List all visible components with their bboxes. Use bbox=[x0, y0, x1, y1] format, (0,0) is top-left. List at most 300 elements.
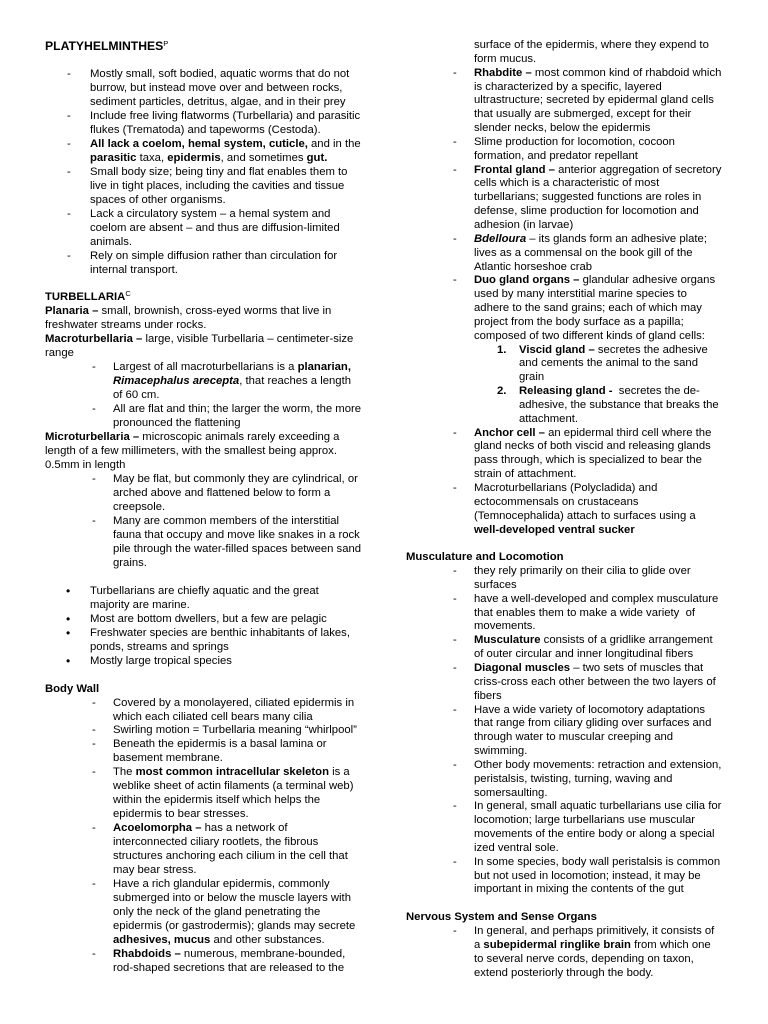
bullet-item bbox=[45, 585, 385, 613]
text-run: through water to muscular creeping and bbox=[474, 731, 674, 744]
text-line bbox=[406, 634, 746, 648]
text-line bbox=[45, 96, 385, 110]
text-line bbox=[406, 122, 746, 136]
left-column bbox=[45, 40, 385, 976]
text-line bbox=[406, 233, 746, 247]
section-heading bbox=[45, 291, 385, 305]
bullet-item bbox=[45, 613, 385, 627]
list-marker: - bbox=[453, 634, 457, 647]
text-line bbox=[406, 745, 746, 759]
bold-text-run: epidermis bbox=[167, 151, 221, 164]
bullet-item bbox=[45, 627, 385, 655]
text-line bbox=[45, 543, 385, 557]
paragraph bbox=[45, 305, 385, 333]
list-item bbox=[45, 515, 385, 571]
text-line bbox=[45, 445, 385, 459]
text-run: somersaulting. bbox=[474, 786, 548, 799]
text-line bbox=[406, 662, 746, 676]
list-marker: - bbox=[92, 403, 96, 416]
text-line bbox=[406, 413, 746, 427]
bold-text-run: TURBELLARIA bbox=[45, 291, 126, 304]
list-marker: - bbox=[453, 565, 457, 578]
list-item bbox=[406, 482, 746, 537]
text-line bbox=[45, 724, 385, 738]
text-line bbox=[45, 711, 385, 725]
text-run: adhesive, the substance that breaks the bbox=[519, 398, 719, 411]
text-run: Many are common members of the interstitial bbox=[113, 514, 340, 527]
text-run: – two sets of muscles that bbox=[570, 661, 704, 674]
text-line bbox=[45, 138, 385, 152]
text-run: an epidermal third cell where the bbox=[544, 426, 712, 439]
text-line bbox=[406, 482, 746, 496]
text-run: The bbox=[113, 766, 136, 779]
text-line bbox=[406, 510, 746, 524]
text-run: fauna that occupy and move like snakes in a rock bbox=[113, 528, 360, 541]
text-line bbox=[45, 124, 385, 138]
text-run: peristalsis, twisting, turning, waving and bbox=[474, 772, 673, 785]
list-item bbox=[45, 138, 385, 166]
text-line bbox=[406, 330, 746, 344]
text-line bbox=[45, 40, 385, 54]
text-line bbox=[406, 897, 746, 911]
bold-text-run: planarian, bbox=[297, 361, 351, 374]
text-line bbox=[45, 54, 385, 68]
text-run: Include free living flatworms (Turbellaria) and parasitic bbox=[90, 109, 361, 122]
list-item-continuation bbox=[406, 39, 746, 67]
text-line bbox=[45, 222, 385, 236]
text-run: length of a few millimeters, with the smallest being approx. bbox=[45, 445, 337, 458]
text-run: sediment particles, detritus, algae, and in their prey bbox=[90, 95, 346, 108]
text-run: microscopic animals rarely exceeding a bbox=[139, 431, 340, 444]
text-run: anterior aggregation of secretory bbox=[554, 163, 722, 176]
list-marker: - bbox=[453, 800, 457, 813]
text-run: surfaces bbox=[474, 578, 517, 591]
list-marker: - bbox=[453, 855, 457, 868]
list-marker: - bbox=[453, 163, 457, 176]
text-run: and cements the animal to the sand bbox=[519, 357, 698, 370]
text-run: In some species, body wall peristalsis is common bbox=[474, 855, 721, 868]
text-run: that enables them to make a wide variety of bbox=[474, 606, 696, 619]
list-marker: - bbox=[453, 661, 457, 674]
text-run: Slime production for locomotion, cocoon bbox=[474, 135, 675, 148]
text-run: is a bbox=[328, 766, 350, 779]
text-run: majority are marine. bbox=[90, 598, 190, 611]
text-line bbox=[45, 613, 385, 627]
text-run: has a network of bbox=[201, 822, 288, 835]
bold-text-run: Viscid gland – bbox=[519, 343, 595, 356]
text-run: pass through, which is specialized to bear the bbox=[474, 454, 702, 467]
text-line bbox=[45, 264, 385, 278]
text-run: within the epidermis itself which helps the bbox=[113, 794, 321, 807]
text-run: basement membrane. bbox=[113, 752, 223, 765]
text-run: arched above and flattened below to form a bbox=[113, 487, 331, 499]
blank-line bbox=[45, 669, 385, 683]
list-marker: - bbox=[92, 473, 96, 486]
text-run: secretes the adhesive bbox=[594, 343, 708, 356]
text-line bbox=[45, 459, 385, 473]
bold-text-run: PLATYHELMINTHES bbox=[45, 39, 164, 53]
bold-text-run: Anchor cell – bbox=[474, 426, 545, 439]
text-line bbox=[406, 261, 746, 275]
list-item bbox=[45, 403, 385, 431]
text-run: 0.5mm in length bbox=[45, 459, 126, 472]
list-item bbox=[45, 738, 385, 766]
list-item bbox=[45, 766, 385, 822]
text-line bbox=[45, 836, 385, 850]
list-item bbox=[45, 473, 385, 515]
text-line bbox=[406, 81, 746, 95]
text-line bbox=[45, 780, 385, 794]
bold-text-run: Duo gland organs – bbox=[474, 274, 580, 287]
text-line bbox=[406, 800, 746, 814]
text-run: formation, and predator repellant bbox=[474, 149, 638, 162]
list-item bbox=[45, 166, 385, 208]
section-heading bbox=[406, 911, 746, 925]
text-line bbox=[45, 194, 385, 208]
bold-text-run: Nervous System and Sense Organs bbox=[406, 911, 597, 924]
text-line bbox=[406, 302, 746, 316]
text-line bbox=[45, 515, 385, 529]
text-line bbox=[406, 67, 746, 81]
text-line bbox=[45, 934, 385, 948]
text-line bbox=[406, 828, 746, 842]
text-line bbox=[45, 669, 385, 683]
text-run: they rely primarily on their cilia to glide over bbox=[474, 565, 691, 578]
bold-text-run: Releasing gland - bbox=[519, 385, 613, 398]
list-item bbox=[406, 565, 746, 593]
text-run: which each ciliated cell bears many cilia bbox=[113, 710, 313, 723]
text-line bbox=[45, 82, 385, 96]
text-line bbox=[45, 697, 385, 711]
text-run: lives as a commensal on the book gill of the bbox=[474, 246, 693, 259]
text-line bbox=[406, 524, 746, 538]
text-run: of outer circular and inner longitudinal fibers bbox=[474, 648, 694, 661]
text-line bbox=[45, 319, 385, 333]
text-run: but not used in locomotion; instead, it may be bbox=[474, 869, 701, 882]
text-run: surface of the epidermis, where they expend to bbox=[474, 39, 709, 51]
text-run: animals. bbox=[90, 235, 133, 248]
text-run: Macroturbellarians (Polycladida) and bbox=[474, 482, 658, 494]
text-line bbox=[45, 822, 385, 836]
text-line bbox=[45, 920, 385, 934]
text-line bbox=[406, 731, 746, 745]
bold-text-run: Musculature and Locomotion bbox=[406, 551, 564, 564]
list-item bbox=[45, 697, 385, 725]
paragraph bbox=[45, 333, 385, 361]
text-run: large, visible Turbellaria – centimeter-size bbox=[142, 333, 354, 346]
list-marker: - bbox=[67, 165, 71, 178]
text-run: gland necks of both viscid and releasing glands bbox=[474, 440, 711, 453]
text-line bbox=[45, 152, 385, 166]
text-run: internal transport. bbox=[90, 263, 178, 276]
text-line bbox=[406, 136, 746, 150]
list-marker: - bbox=[453, 232, 457, 245]
text-line bbox=[406, 607, 746, 621]
text-line bbox=[406, 551, 746, 565]
text-line bbox=[45, 250, 385, 264]
list-marker: • bbox=[66, 611, 71, 626]
text-run: defense, slime production for locomotion and bbox=[474, 205, 699, 218]
text-run: Rely on simple diffusion rather than circulation for bbox=[90, 249, 338, 262]
text-run: and other substances. bbox=[210, 934, 325, 946]
list-item bbox=[406, 136, 746, 164]
list-item bbox=[406, 233, 746, 275]
text-run: may bear stress. bbox=[113, 864, 197, 877]
text-line bbox=[406, 496, 746, 510]
text-run: interconnected ciliary rootlets, the fibrous bbox=[113, 836, 319, 849]
text-line bbox=[45, 627, 385, 641]
text-line bbox=[406, 247, 746, 261]
text-run: that usually are submerged, except for their bbox=[474, 108, 692, 121]
list-item bbox=[45, 208, 385, 250]
text-line bbox=[406, 454, 746, 468]
text-line bbox=[406, 288, 746, 302]
text-run: attachment. bbox=[519, 412, 579, 425]
text-line bbox=[406, 842, 746, 856]
text-line bbox=[406, 648, 746, 662]
list-marker: 1. bbox=[497, 343, 507, 356]
text-line bbox=[45, 655, 385, 669]
text-line bbox=[406, 427, 746, 441]
text-run: Have a rich glandular epidermis, commonly bbox=[113, 878, 330, 891]
list-marker: - bbox=[92, 361, 96, 374]
text-line bbox=[45, 236, 385, 250]
list-item bbox=[406, 704, 746, 759]
text-line bbox=[45, 417, 385, 431]
text-run: a bbox=[474, 938, 484, 951]
bold-text-run: most common intracellular skeleton bbox=[135, 766, 329, 779]
list-marker: - bbox=[92, 724, 96, 737]
text-line bbox=[45, 766, 385, 780]
text-line bbox=[45, 361, 385, 375]
text-line bbox=[45, 808, 385, 822]
list-item bbox=[45, 250, 385, 278]
list-marker: 2. bbox=[497, 385, 507, 398]
text-run: have a well-developed and complex musculature bbox=[474, 592, 719, 605]
list-marker: - bbox=[453, 426, 457, 439]
text-line bbox=[45, 752, 385, 766]
text-run: Lack a circulatory system – a hemal system and bbox=[90, 207, 331, 220]
numbered-item bbox=[406, 385, 746, 427]
list-marker: - bbox=[453, 703, 457, 716]
list-marker: - bbox=[67, 109, 71, 122]
text-run: spaces of other organisms. bbox=[90, 193, 226, 206]
text-run: that range from ciliary gliding over surfaces and bbox=[474, 717, 712, 730]
text-run: , and sometimes bbox=[220, 151, 307, 164]
text-line bbox=[406, 537, 746, 551]
text-line bbox=[45, 599, 385, 613]
text-run: flukes (Trematoda) and tapeworms (Cestoda). bbox=[90, 123, 321, 136]
bold-text-run: Microturbellaria – bbox=[45, 431, 140, 444]
text-line bbox=[406, 690, 746, 704]
text-line bbox=[45, 180, 385, 194]
text-line bbox=[406, 759, 746, 773]
text-run: taxa, bbox=[136, 151, 168, 164]
text-line bbox=[406, 440, 746, 454]
blank-line bbox=[45, 277, 385, 291]
bold-text-run: parasitic bbox=[90, 151, 137, 164]
text-run: secretes the de- bbox=[612, 385, 700, 398]
section-heading bbox=[406, 551, 746, 565]
text-run: epidermis (or gastrodermis); glands may secrete bbox=[113, 920, 356, 933]
list-item bbox=[45, 724, 385, 738]
text-line bbox=[406, 883, 746, 897]
text-run: to several nerve cords, depending on taxon, bbox=[474, 952, 694, 965]
list-item bbox=[45, 822, 385, 878]
list-item bbox=[45, 68, 385, 110]
text-run: weblike sheet of actin filaments (a terminal web) bbox=[113, 780, 354, 793]
list-marker: - bbox=[67, 67, 71, 80]
text-line bbox=[45, 501, 385, 515]
text-run: coelom are absent – and thus are diffusion-limited bbox=[90, 221, 340, 234]
text-line bbox=[406, 814, 746, 828]
text-run: strain of attachment. bbox=[474, 468, 577, 481]
list-marker: - bbox=[92, 878, 96, 891]
text-line bbox=[45, 585, 385, 599]
text-line bbox=[406, 94, 746, 108]
text-run: fibers bbox=[474, 689, 502, 702]
list-marker: - bbox=[453, 925, 457, 937]
list-item bbox=[406, 856, 746, 898]
text-run: live in tight places, including the cavities and tissue bbox=[90, 179, 345, 192]
text-run: submerged into or below the muscle layers with bbox=[113, 892, 351, 905]
text-run: Mostly large tropical species bbox=[90, 654, 232, 667]
list-item bbox=[45, 948, 385, 976]
text-run: In general, and perhaps primitively, it consists of bbox=[474, 925, 715, 937]
text-line bbox=[45, 277, 385, 291]
text-run: movements of the entire body or along a special bbox=[474, 828, 715, 841]
list-marker: • bbox=[66, 583, 71, 598]
list-item bbox=[406, 800, 746, 855]
text-line bbox=[45, 948, 385, 962]
list-item bbox=[45, 878, 385, 948]
text-run: grain bbox=[519, 371, 545, 384]
text-line bbox=[406, 967, 746, 981]
text-run: consists of a gridlike arrangement bbox=[540, 634, 713, 647]
text-run: Other body movements: retraction and extension, bbox=[474, 758, 722, 771]
list-marker: - bbox=[453, 274, 457, 287]
list-marker: - bbox=[92, 514, 96, 527]
text-line bbox=[45, 487, 385, 501]
text-run: cells which is a characteristic of most bbox=[474, 177, 660, 190]
list-marker: - bbox=[453, 482, 457, 494]
text-line bbox=[406, 911, 746, 925]
text-line bbox=[406, 953, 746, 967]
text-run: glandular adhesive organs bbox=[579, 274, 716, 287]
list-item bbox=[45, 361, 385, 403]
bold-text-run: Musculature bbox=[474, 634, 541, 647]
text-run: movements. bbox=[474, 620, 536, 633]
text-line bbox=[45, 962, 385, 976]
text-line bbox=[45, 864, 385, 878]
text-line bbox=[406, 316, 746, 330]
text-line bbox=[45, 403, 385, 417]
text-run: Small body size; being tiny and flat enables them to bbox=[90, 165, 348, 178]
text-run: most common kind of rhabdoid which bbox=[531, 66, 722, 79]
text-run: only the neck of the gland penetrating the bbox=[113, 906, 321, 919]
text-run: , that reaches a length bbox=[239, 375, 352, 388]
text-line bbox=[406, 939, 746, 953]
text-run: Covered by a monolayered, ciliated epidermis in bbox=[113, 696, 355, 709]
text-line bbox=[406, 704, 746, 718]
text-line bbox=[45, 683, 385, 697]
text-run: adhesion (in larvae) bbox=[474, 218, 574, 231]
bold-italic-text-run: Bdelloura bbox=[474, 232, 527, 245]
bold-text-run: All lack a coelom, hemal system, cuticle, bbox=[90, 137, 308, 150]
text-run: (Temnocephalida) attach to surfaces using a bbox=[474, 509, 696, 522]
text-line bbox=[45, 166, 385, 180]
text-line bbox=[45, 571, 385, 585]
text-line bbox=[406, 53, 746, 67]
text-line bbox=[406, 385, 746, 399]
text-line bbox=[45, 291, 385, 305]
text-line bbox=[45, 333, 385, 347]
text-run: composed of two different kinds of gland cells: bbox=[474, 329, 705, 342]
text-run: ectocommensals on crustaceans bbox=[474, 495, 639, 508]
text-run: ultrastructure; secreted by epidermal gland cells bbox=[474, 94, 714, 107]
blank-line bbox=[45, 54, 385, 68]
list-marker: • bbox=[66, 625, 71, 640]
text-run: Largest of all macroturbellarians is a bbox=[113, 361, 298, 374]
list-item bbox=[406, 274, 746, 343]
bold-text-run: subepidermal ringlike brain bbox=[483, 938, 631, 951]
text-run: Most are bottom dwellers, but a few are pelagic bbox=[90, 612, 327, 625]
bold-text-run: Rhabdoids – bbox=[113, 947, 181, 960]
text-run: pile through the water-filled spaces between sand bbox=[113, 542, 362, 555]
list-marker: - bbox=[67, 137, 71, 150]
bold-text-run: Planaria – bbox=[45, 305, 99, 318]
text-run: Swirling motion = Turbellaria meaning “whirlpool” bbox=[113, 724, 357, 737]
text-line bbox=[45, 375, 385, 389]
text-line bbox=[406, 219, 746, 233]
text-line bbox=[406, 108, 746, 122]
right-column bbox=[406, 39, 746, 980]
blank-line bbox=[406, 537, 746, 551]
text-run: pronounced the flattening bbox=[113, 417, 241, 430]
text-run: and in the bbox=[307, 137, 361, 150]
text-run: grains. bbox=[113, 556, 147, 569]
text-run: creepsole. bbox=[113, 500, 166, 513]
text-line bbox=[406, 925, 746, 939]
blank-line bbox=[45, 571, 385, 585]
section-heading bbox=[45, 683, 385, 697]
bold-text-run: adhesives, mucus bbox=[113, 934, 211, 946]
paragraph bbox=[45, 431, 385, 473]
text-run: epidermis to bear stresses. bbox=[113, 808, 249, 821]
text-line bbox=[45, 850, 385, 864]
text-line bbox=[45, 906, 385, 920]
text-line bbox=[406, 371, 746, 385]
list-marker: - bbox=[92, 766, 96, 779]
text-run: small, brownish, cross-eyed worms that live in bbox=[98, 305, 332, 318]
text-run: – its glands form an adhesive plate; bbox=[526, 232, 707, 245]
text-line bbox=[45, 305, 385, 319]
list-item bbox=[406, 593, 746, 635]
text-run: of 60 cm. bbox=[113, 389, 160, 402]
text-line bbox=[406, 870, 746, 884]
text-line bbox=[45, 641, 385, 655]
text-run: Turbellarians are chiefly aquatic and the great bbox=[90, 584, 319, 597]
bold-text-run: Diagonal muscles bbox=[474, 661, 571, 674]
list-item bbox=[406, 67, 746, 136]
list-item bbox=[406, 634, 746, 662]
text-line bbox=[406, 357, 746, 371]
text-run: rod-shaped secretions that are released to the bbox=[113, 961, 345, 974]
text-run: locomotion; large turbellarians use muscular bbox=[474, 814, 696, 827]
list-item bbox=[406, 164, 746, 233]
text-line bbox=[406, 164, 746, 178]
list-item bbox=[406, 759, 746, 801]
